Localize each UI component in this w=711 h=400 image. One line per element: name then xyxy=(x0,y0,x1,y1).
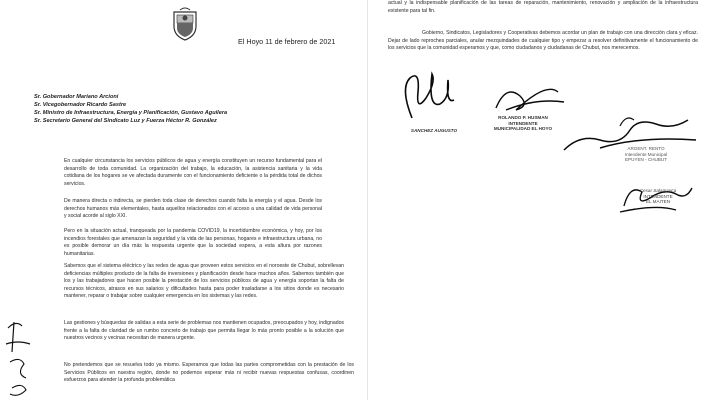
body-paragraph: En cualquier circunstancia los servicios públicos de agua y energía constituyen un recurso fundamental para el desarrollo de toda comunidad. La organización del trabajo, la educación, la asistencia sanitaria y la vida cotidiana de los hogares se ve afectada duramente con el funcionamiento deficiente o la pérdida total de dichos servicios. xyxy=(64,158,322,187)
body-paragraph: Pero en la situación actual, tranqueada por la pandemia COVID19, la incertidumbre económica, y hoy, por los incendios forestales que amenazan la seguridad y la vida de las personas, hogares e infraestructura urbana, no es posible demorar un día más la respuesta urgente que la sociedad espera, a esta altura por razones humanitarias. xyxy=(64,228,322,257)
margin-initials-signature xyxy=(2,318,42,400)
addressee-line: Sr. Secretario General del Sindicato Luz y Fuerza Héctor R. González xyxy=(34,118,217,125)
addressee-line: Sr. Gobernador Mariano Arcioni xyxy=(34,94,119,100)
addressee-line: Sr. Ministro de Infraestructura, Energía y Planificación, Gustavo Aguilera xyxy=(34,110,228,117)
date-line: El Hoyo 11 de febrero de 2021 xyxy=(238,37,336,46)
body-paragraph: De manera directa o indirecta, se pierden toda clase de derechos cuando falta la energía y el agua. Desde los derechos humanos más elementales, hasta aquellos relacionados con el acceso a una calidad de vida personal y social acorde al siglo XXI. xyxy=(64,198,322,220)
signature-2-caption: ROLANDO P. HUSMAN INTENDENTE MUNICIPALIDAD EL HOYO xyxy=(493,115,553,131)
signature-4-caption: Cesar Salamanca INTENDENTE EL MAITEN xyxy=(639,188,677,204)
provincial-crest-icon xyxy=(170,6,200,42)
signature-1-caption: SANCHEZ AUGUSTO xyxy=(410,128,458,133)
body-paragraph: Sabemos que el sistema eléctrico y las redes de agua que proveen estos servicios en el noroeste de Chubut, sobrellevan deficiencias múltiples producto de la falta de inversiones y planificación desde hace muchos años. Sabemos también que los y las trabajadores que hacen posible la prestación de los servicios públicos de agua y energía soportan la falta de recursos técnicos, atrasos en sus salarios y dificultades hasta para poder trasladarse a los sitios donde es necesario mantener, reparar o trabajar sobre cualquier emergencia en los sistemas y las redes. xyxy=(64,263,344,300)
signature-1 xyxy=(392,68,472,128)
letter-page-2 xyxy=(368,0,711,400)
signature-2 xyxy=(486,78,566,118)
addressee-block xyxy=(34,93,227,125)
body-paragraph: Gobierno, Sindicatos, Legisladores y Cooperativas debemos acordar un plan de trabajo con una dirección clara y eficaz. Dejar de lado reproches parciales, anular mezquindades de cualquier tipo y empezar a resolver definitivamente el funcionamiento de los servicios que la comunidad esperamos y que, como ciudadanos y ciudadanas de Chubut, nos merecemos. xyxy=(388,30,698,52)
addressee-line: Sr. Vicegobernador Ricardo Sastre xyxy=(34,102,127,109)
body-paragraph: actual y la indispensable planificación de las tareas de reparación, mantenimiento, renovación y ampliación de la infraestructura existente para tal fin. xyxy=(388,0,698,14)
body-paragraph: Las gestiones y búsquedas de salidas a esta serie de problemas nos mantienen ocupados, preocupados y hoy, indignados frente a la falta de claridad de un rumbo concreto de trabajo que permita llegar lo más pronto posible a la solución que nuestros vecinos y vecinas necesitan de manera urgente. xyxy=(64,320,344,342)
body-paragraph: No pretendemos que se resuelva todo ya mismo. Esperamos que todas las partes comprometidas con la prestación de los Servicios Públicos en nuestra región, donde no podemos esperar más ni recibir nuevas respuestas confusas, coordinen esfuerzos para atender la profunda problemática xyxy=(64,362,354,384)
signature-3-caption: ARGENT. RENTO Intendente Municipal EPUYEN - CHUBUT xyxy=(624,146,668,162)
